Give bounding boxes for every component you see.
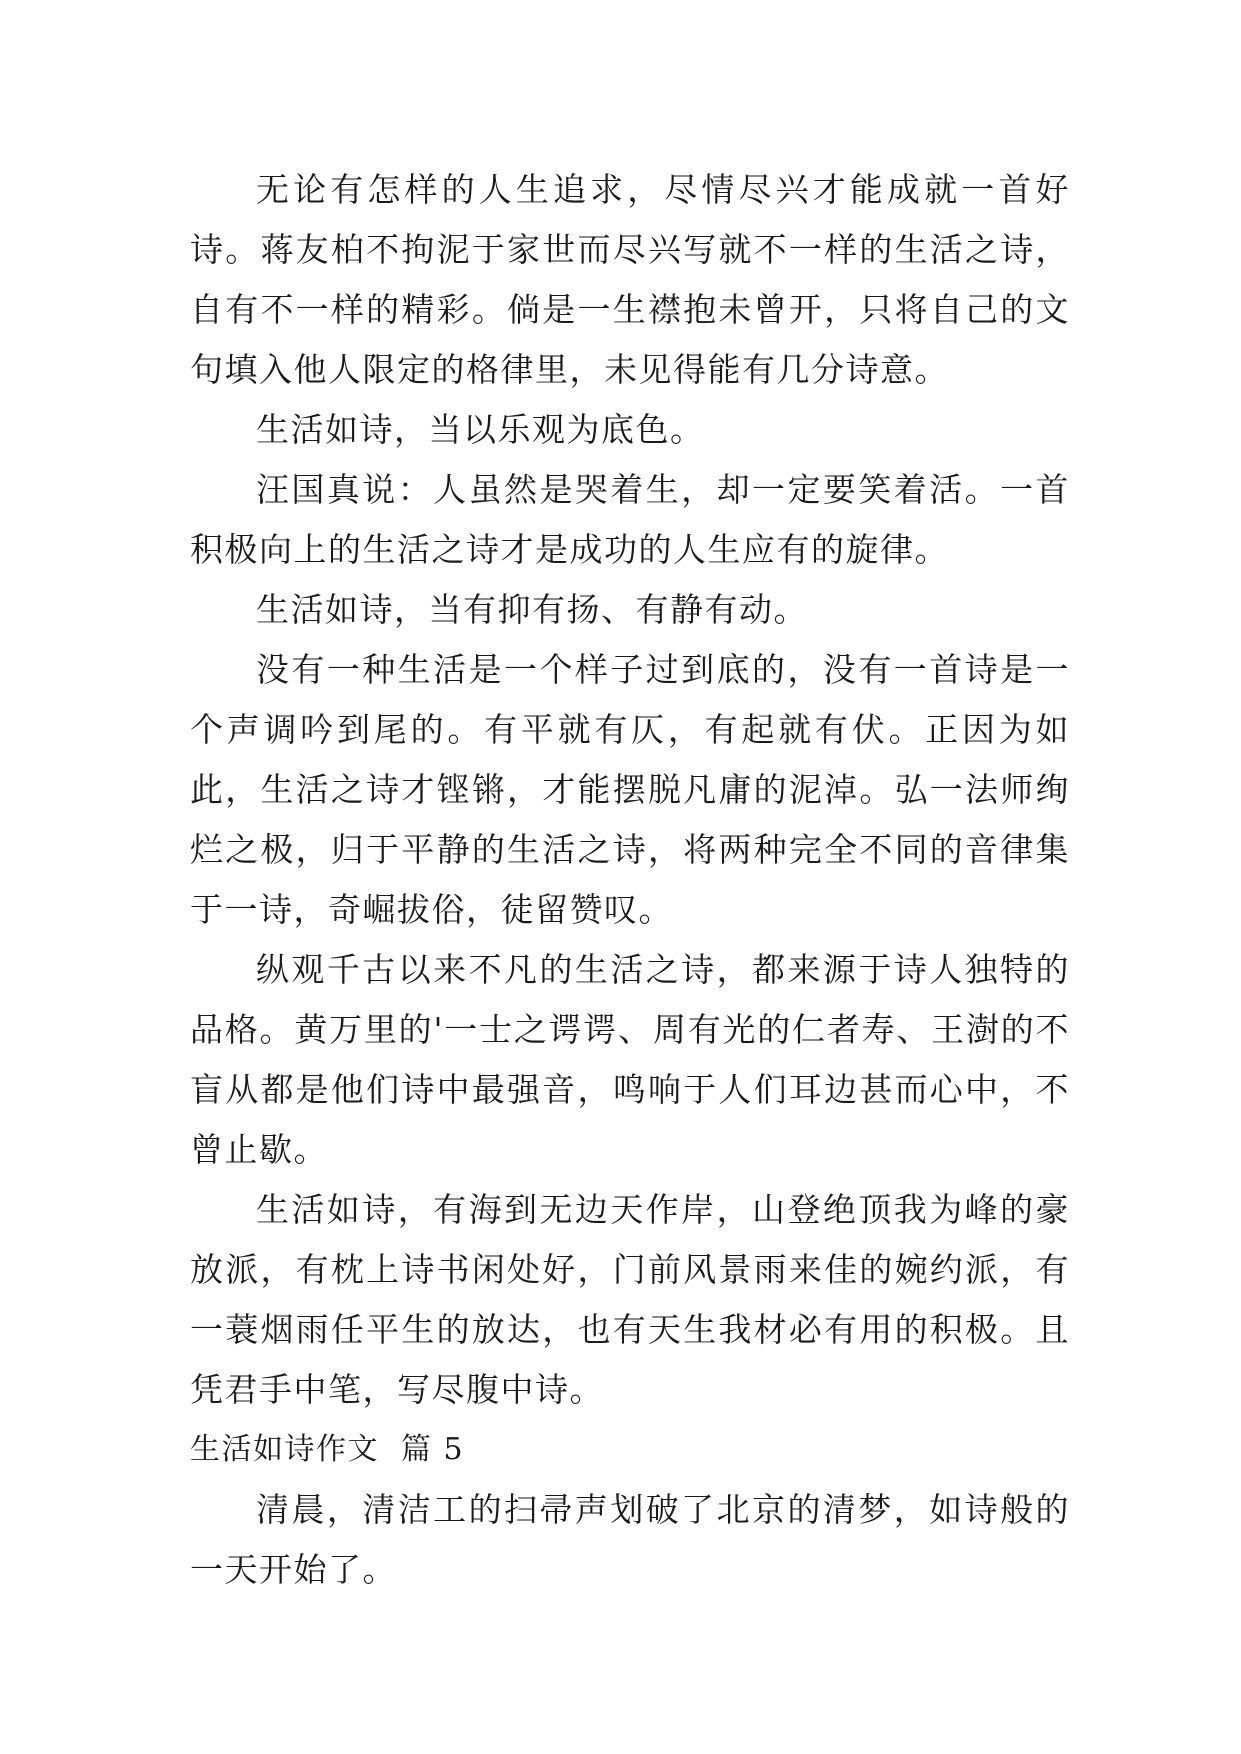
paragraph: 无论有怎样的人生追求，尽情尽兴才能成就一首好诗。蒋友柏不拘泥于家世而尽兴写就不一样的生活之诗，自有不一样的精彩。倘是一生襟抱未曾开，只将自己的文句填入他人限定的格律里，未见得能有几分诗意。 [190, 170, 1070, 389]
paragraph: 纵观千古以来不凡的生活之诗，都来源于诗人独特的品格。黄万里的'一士之谔谔、周有光的仁者寿、王澍的不盲从都是他们诗中最强音，鸣响于人们耳边甚而心中，不曾止歇。 [190, 950, 1070, 1169]
document-page [190, 160, 1070, 1600]
section-number: 篇 5 [401, 1432, 465, 1467]
paragraph: 生活如诗，有海到无边天作岸，山登绝顶我为峰的豪放派，有枕上诗书闲处好，门前风景雨来佳的婉约派，有一蓑烟雨任平生的放达，也有天生我材必有用的积极。且凭君手中笔，写尽腹中诗。 [190, 1190, 1070, 1409]
section-title: 生活如诗作文 [190, 1432, 379, 1467]
paragraph: 汪国真说：人虽然是哭着生，却一定要笑着活。一首积极向上的生活之诗才是成功的人生应有的旋律。 [190, 470, 1070, 569]
paragraph: 没有一种生活是一个样子过到底的，没有一首诗是一个声调吟到尾的。有平就有仄，有起就有伏。正因为如此，生活之诗才铿锵，才能摆脱凡庸的泥淖。弘一法师绚烂之极，归于平静的生活之诗，将两种完全不同的音律集于一诗，奇崛拔俗，徒留赞叹。 [190, 650, 1070, 929]
paragraph: 生活如诗，当以乐观为底色。 [256, 410, 705, 449]
section-heading [190, 1420, 1070, 1480]
paragraph: 清晨，清洁工的扫帚声划破了北京的清梦，如诗般的一天开始了。 [190, 1490, 1070, 1589]
paragraph: 生活如诗，当有抑有扬、有静有动。 [256, 590, 808, 629]
